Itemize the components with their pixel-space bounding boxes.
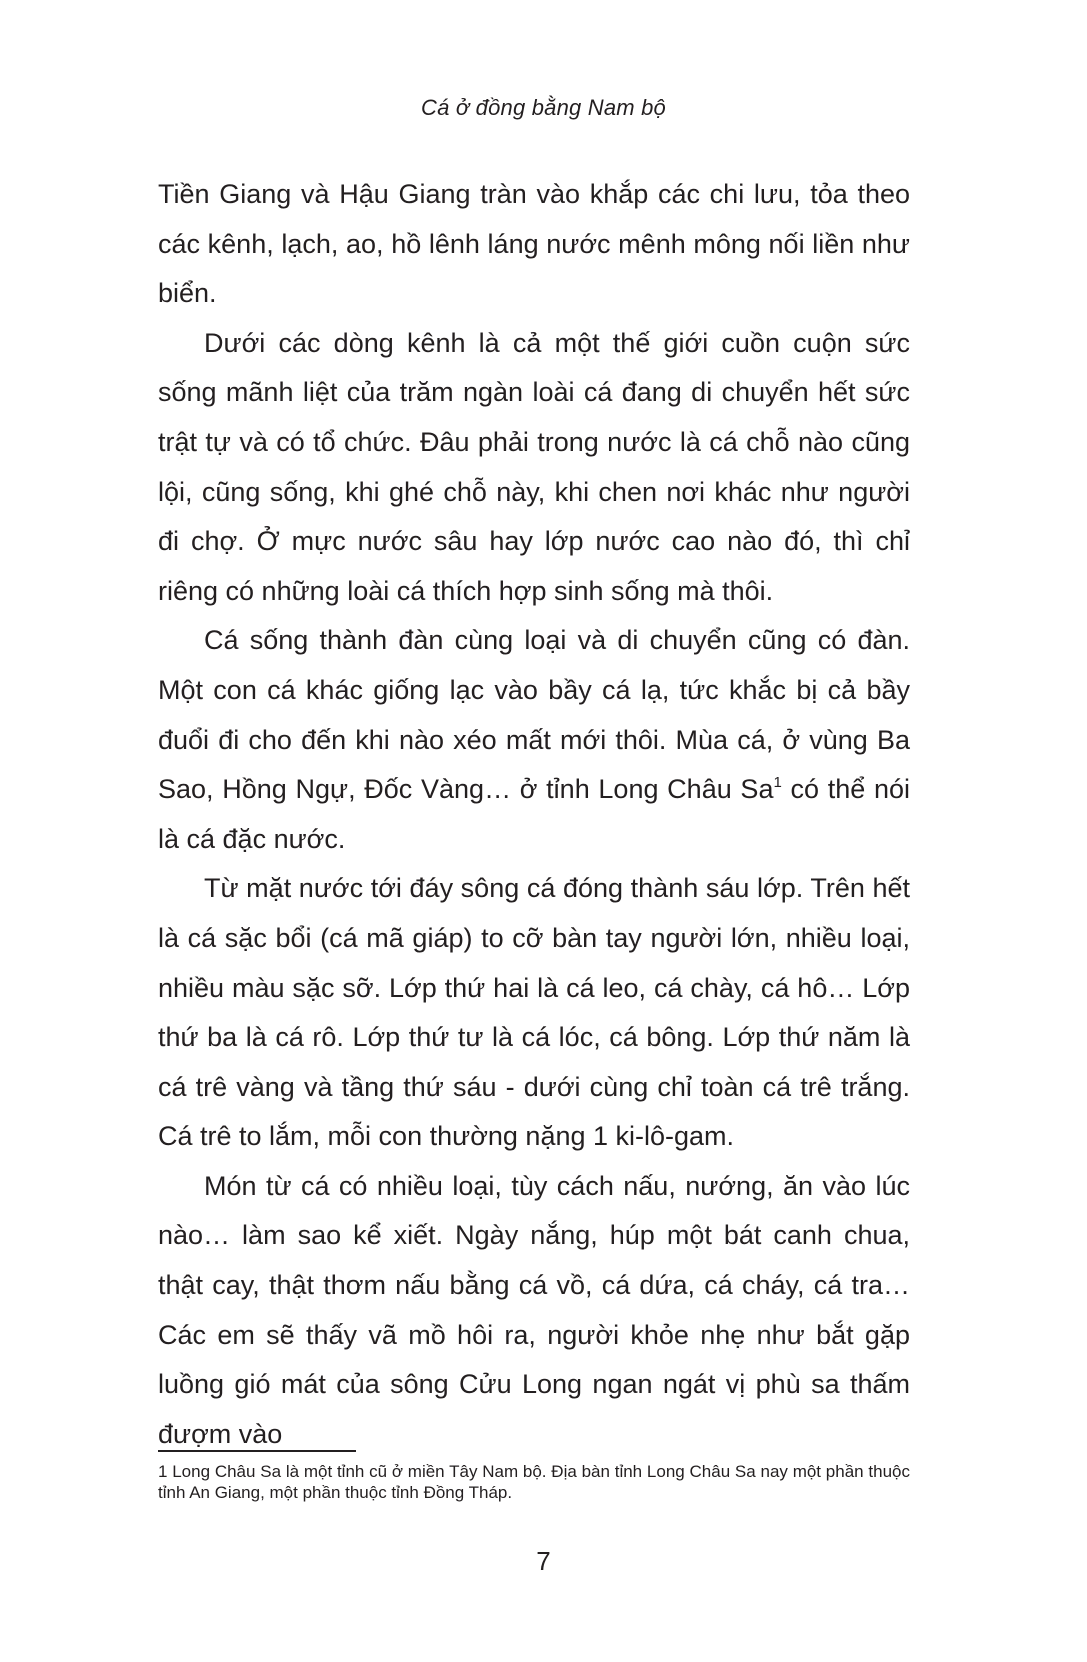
paragraph-3-text-after-note: có thể nói là cá đặc nước. xyxy=(158,774,911,854)
running-header: Cá ở đồng bằng Nam bộ xyxy=(421,95,666,120)
paragraph-3-text-before-note: Cá sống thành đàn cùng loại và di chuyển cũng có đàn. Một con cá khác giống lạc vào bầy cá lạ, tức khắc bị cả bầy đuổi đi cho đến khi nào xéo mất mới thôi. Mùa cá, ở vùng Ba Sao, Hồng Ngự, Đốc Vàng… ở tỉnh Long Châu Sa xyxy=(158,625,910,805)
paragraph-5: Món từ cá có nhiều loại, tùy cách nấu, nướng, ăn vào lúc nào… làm sao kể xiết. Ngày nắng, húp một bát canh chua, thật cay, thật thơm nấu bằng cá vồ, cá dứa, cá cháy, cá tra… Các em sẽ thấy vã mồ hôi ra, người khỏe nhẹ như bắt gặp luồng gió mát của sông Cửu Long ngan ngát vị phù sa thấm đượm vào xyxy=(158,1170,910,1449)
body-text xyxy=(158,170,910,1459)
footnote-reference: 1 xyxy=(773,774,782,792)
paragraph-4: Từ mặt nước tới đáy sông cá đóng thành sáu lớp. Trên hết là cá sặc bổi (cá mã giáp) to cỡ bàn tay người lớn, nhiều loại, nhiều màu sặc sỡ. Lớp thứ hai là cá leo, cá chày, cá hô… Lớp thứ ba là cá rô. Lớp thứ tư là cá lóc, cá bông. Lớp thứ năm là cá trê vàng và tầng thứ sáu - dưới cùng chỉ toàn cá trê trắng. Cá trê to lắm, mỗi con thường nặng 1 ki-lô-gam. xyxy=(158,873,910,1152)
paragraph-2: Dưới các dòng kênh là cả một thế giới cuồn cuộn sức sống mãnh liệt của trăm ngàn loài cá đang di chuyển hết sức trật tự và có tổ chức. Đâu phải trong nước là cá chỗ nào cũng lội, cũng sống, khi ghé chỗ này, khi chen nơi khác như người đi chợ. Ở mực nước sâu hay lớp nước cao nào đó, thì chỉ riêng có những loài cá thích hợp sinh sống mà thôi. xyxy=(158,327,910,606)
page-number: 7 xyxy=(536,1546,551,1576)
paragraph-1: Tiền Giang và Hậu Giang tràn vào khắp các chi lưu, tỏa theo các kênh, lạch, ao, hồ lênh láng nước mênh mông nối liền như biển. xyxy=(158,179,910,309)
paragraph-3 xyxy=(158,616,910,864)
footnote: 1 Long Châu Sa là một tỉnh cũ ở miền Tây Nam bộ. Địa bàn tỉnh Long Châu Sa nay một phần thuộc tỉnh An Giang, một phần thuộc tỉnh Đồng Tháp. xyxy=(158,1462,910,1502)
footnote-divider xyxy=(158,1450,356,1452)
